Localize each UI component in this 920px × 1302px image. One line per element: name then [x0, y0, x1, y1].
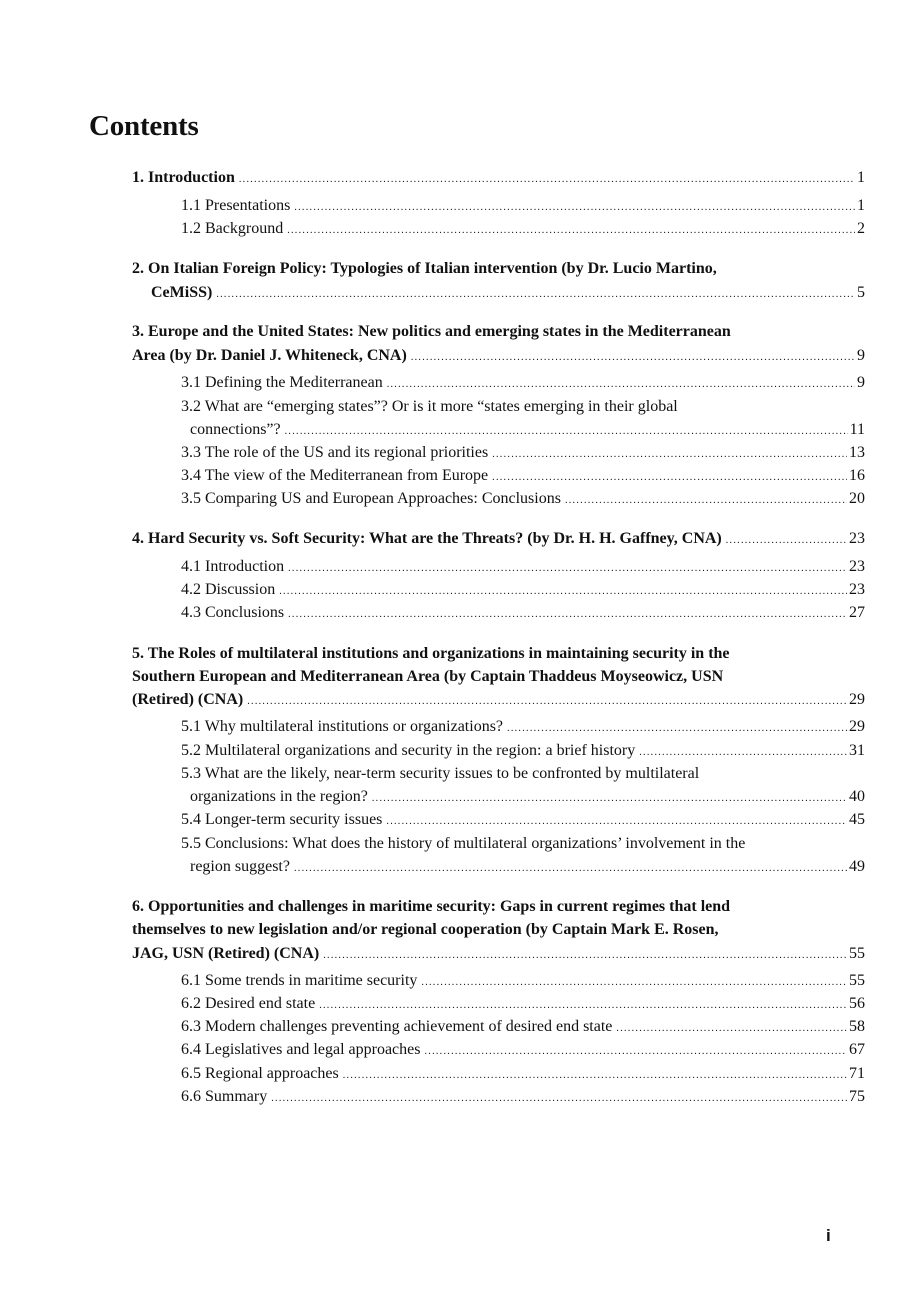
leader-dots — [421, 971, 847, 993]
toc-entry-chapter-1[interactable] — [132, 168, 865, 190]
toc-page-number: 71 — [849, 1065, 865, 1082]
toc-entry-title: 3.4 The view of the Mediterranean from Europe — [181, 467, 489, 484]
toc-entry-chapter-3-line1[interactable]: 3. Europe and the United States: New politics and emerging states in the Mediterranean — [132, 323, 731, 340]
toc-page-number: 75 — [849, 1088, 865, 1105]
toc-entry-title: 1.1 Presentations — [181, 197, 291, 214]
toc-page-number: 29 — [849, 718, 865, 735]
leader-dots — [565, 489, 847, 511]
leader-dots — [492, 443, 847, 465]
leader-dots — [387, 373, 855, 395]
toc-entry-section-3-2-line1[interactable]: 3.2 What are “emerging states”? Or is it more “states emerging in their global — [181, 398, 678, 415]
toc-entry-chapter-3[interactable] — [132, 346, 865, 368]
toc-entry-title: 5.2 Multilateral organizations and security in the region: a brief history — [181, 742, 636, 759]
toc-page-number: 55 — [849, 972, 865, 989]
toc-entry-section-5-1[interactable] — [181, 717, 865, 739]
toc-entry-title: 3.3 The role of the US and its regional priorities — [181, 444, 489, 461]
toc-entry-section-5-5[interactable] — [190, 857, 865, 879]
toc-page-number: 9 — [857, 347, 865, 364]
leader-dots — [285, 420, 848, 442]
toc-page-number: 1 — [857, 197, 865, 214]
toc-entry-title: JAG, USN (Retired) (CNA) — [132, 945, 320, 962]
page-title: Contents — [89, 110, 199, 142]
toc-entry-title: 6.5 Regional approaches — [181, 1065, 339, 1082]
leader-dots — [216, 283, 855, 305]
leader-dots — [386, 810, 847, 832]
toc-entry-chapter-5-line2[interactable]: Southern European and Mediterranean Area (by Captain Thaddeus Moyseowicz, USN — [132, 668, 724, 685]
toc-page-number: 40 — [849, 788, 865, 805]
leader-dots — [424, 1040, 847, 1062]
toc-entry-title: 4.3 Conclusions — [181, 604, 285, 621]
leader-dots — [639, 741, 847, 763]
toc-entry-section-6-2[interactable] — [181, 994, 865, 1016]
toc-entry-section-3-3[interactable] — [181, 443, 865, 465]
leader-dots — [372, 787, 847, 809]
toc-entry-title: connections”? — [190, 421, 281, 438]
leader-dots — [287, 219, 855, 241]
toc-page-number: 29 — [849, 691, 865, 708]
toc-entry-section-5-5-line1[interactable]: 5.5 Conclusions: What does the history of multilateral organizations’ involvement in the — [181, 835, 746, 852]
toc-entry-section-6-3[interactable] — [181, 1017, 865, 1039]
toc-page-number: 16 — [849, 467, 865, 484]
toc-entry-chapter-6-line1[interactable]: 6. Opportunities and challenges in maritime security: Gaps in current regimes that lend — [132, 898, 731, 915]
toc-entry-title: organizations in the region? — [190, 788, 368, 805]
toc-page-number: 23 — [849, 581, 865, 598]
toc-entry-chapter-5-line1[interactable]: 5. The Roles of multilateral institutions and organizations in maintaining security in the — [132, 645, 730, 662]
toc-page-number: 55 — [849, 945, 865, 962]
toc-entry-chapter-6-line2[interactable]: themselves to new legislation and/or regional cooperation (by Captain Mark E. Rosen, — [132, 921, 719, 938]
leader-dots — [247, 690, 847, 712]
toc-entry-chapter-4[interactable] — [132, 529, 865, 551]
toc-page-number: 11 — [849, 421, 865, 438]
toc-page-number: 20 — [849, 490, 865, 507]
leader-dots — [239, 168, 855, 190]
toc-page-number: 13 — [849, 444, 865, 461]
toc-entry-section-6-4[interactable] — [181, 1040, 865, 1062]
toc-entry-title: (Retired) (CNA) — [132, 691, 244, 708]
toc-entry-title: 5.1 Why multilateral institutions or organizations? — [181, 718, 504, 735]
toc-entry-chapter-6[interactable] — [132, 944, 865, 966]
toc-entry-section-5-4[interactable] — [181, 810, 865, 832]
toc-entry-section-3-1[interactable] — [181, 373, 865, 395]
toc-page-number: 45 — [849, 811, 865, 828]
toc-entry-title: Area (by Dr. Daniel J. Whiteneck, CNA) — [132, 347, 407, 364]
toc-entry-title: 1. Introduction — [132, 169, 235, 186]
toc-entry-section-6-6[interactable] — [181, 1087, 865, 1109]
leader-dots — [616, 1017, 847, 1039]
toc-page-number: 1 — [857, 169, 865, 186]
leader-dots — [294, 857, 847, 879]
toc-page-number: 49 — [849, 858, 865, 875]
leader-dots — [319, 994, 847, 1016]
toc-page-number: 56 — [849, 995, 865, 1012]
leader-dots — [492, 466, 847, 488]
toc-page-number: 9 — [857, 374, 865, 391]
toc-entry-section-4-3[interactable] — [181, 603, 865, 625]
toc-entry-title: 4. Hard Security vs. Soft Security: What are the Threats? (by Dr. H. H. Gaffney, CNA) — [132, 530, 722, 547]
leader-dots — [279, 580, 847, 602]
toc-entry-section-6-5[interactable] — [181, 1064, 865, 1086]
toc-entry-title: 3.1 Defining the Mediterranean — [181, 374, 383, 391]
leader-dots — [507, 717, 847, 739]
leader-dots — [288, 603, 847, 625]
toc-entry-title: 6.6 Summary — [181, 1088, 268, 1105]
toc-entry-section-3-4[interactable] — [181, 466, 865, 488]
toc-entry-title: 4.1 Introduction — [181, 558, 285, 575]
leader-dots — [288, 557, 847, 579]
toc-entry-title: region suggest? — [190, 858, 290, 875]
toc-page-number: 58 — [849, 1018, 865, 1035]
toc-entry-title: 4.2 Discussion — [181, 581, 276, 598]
toc-page-number: 67 — [849, 1041, 865, 1058]
toc-entry-title: 5.4 Longer-term security issues — [181, 811, 383, 828]
leader-dots — [726, 529, 847, 551]
toc-page-number: 23 — [849, 558, 865, 575]
toc-entry-section-5-3[interactable] — [190, 787, 865, 809]
toc-entry-section-5-3-line1[interactable]: 5.3 What are the likely, near-term security issues to be confronted by multilateral — [181, 765, 700, 782]
toc-entry-title: 1.2 Background — [181, 220, 284, 237]
leader-dots — [343, 1064, 847, 1086]
toc-page-number: 31 — [849, 742, 865, 759]
toc-entry-title: 6.1 Some trends in maritime security — [181, 972, 418, 989]
toc-entry-chapter-5[interactable] — [132, 690, 865, 712]
leader-dots — [271, 1087, 847, 1109]
toc-entry-section-4-1[interactable] — [181, 557, 865, 579]
toc-page-number: 27 — [849, 604, 865, 621]
toc-entry-title: 6.4 Legislatives and legal approaches — [181, 1041, 421, 1058]
toc-entry-title: 6.3 Modern challenges preventing achievement of desired end state — [181, 1018, 613, 1035]
toc-entry-chapter-2-line1[interactable]: 2. On Italian Foreign Policy: Typologies of Italian intervention (by Dr. Lucio Martino, — [132, 260, 717, 277]
toc-entry-section-4-2[interactable] — [181, 580, 865, 602]
leader-dots — [411, 346, 855, 368]
toc-page-number: 5 — [857, 284, 865, 301]
toc-entry-chapter-2[interactable] — [151, 283, 865, 305]
page-number: i — [826, 1226, 831, 1245]
toc-entry-section-1-1[interactable] — [181, 196, 865, 218]
toc-entry-title: 6.2 Desired end state — [181, 995, 316, 1012]
leader-dots — [323, 944, 847, 966]
toc-entry-section-5-2[interactable] — [181, 741, 865, 763]
toc-entry-section-3-2[interactable] — [190, 420, 865, 442]
toc-entry-section-6-1[interactable] — [181, 971, 865, 993]
toc-page-number: 2 — [857, 220, 865, 237]
toc-entry-title: CeMiSS) — [151, 284, 213, 301]
toc-entry-section-3-5[interactable] — [181, 489, 865, 511]
toc-entry-title: 3.5 Comparing US and European Approaches: Conclusions — [181, 490, 561, 507]
leader-dots — [294, 196, 855, 218]
toc-page-number: 23 — [849, 530, 865, 547]
toc-entry-section-1-2[interactable] — [181, 219, 865, 241]
